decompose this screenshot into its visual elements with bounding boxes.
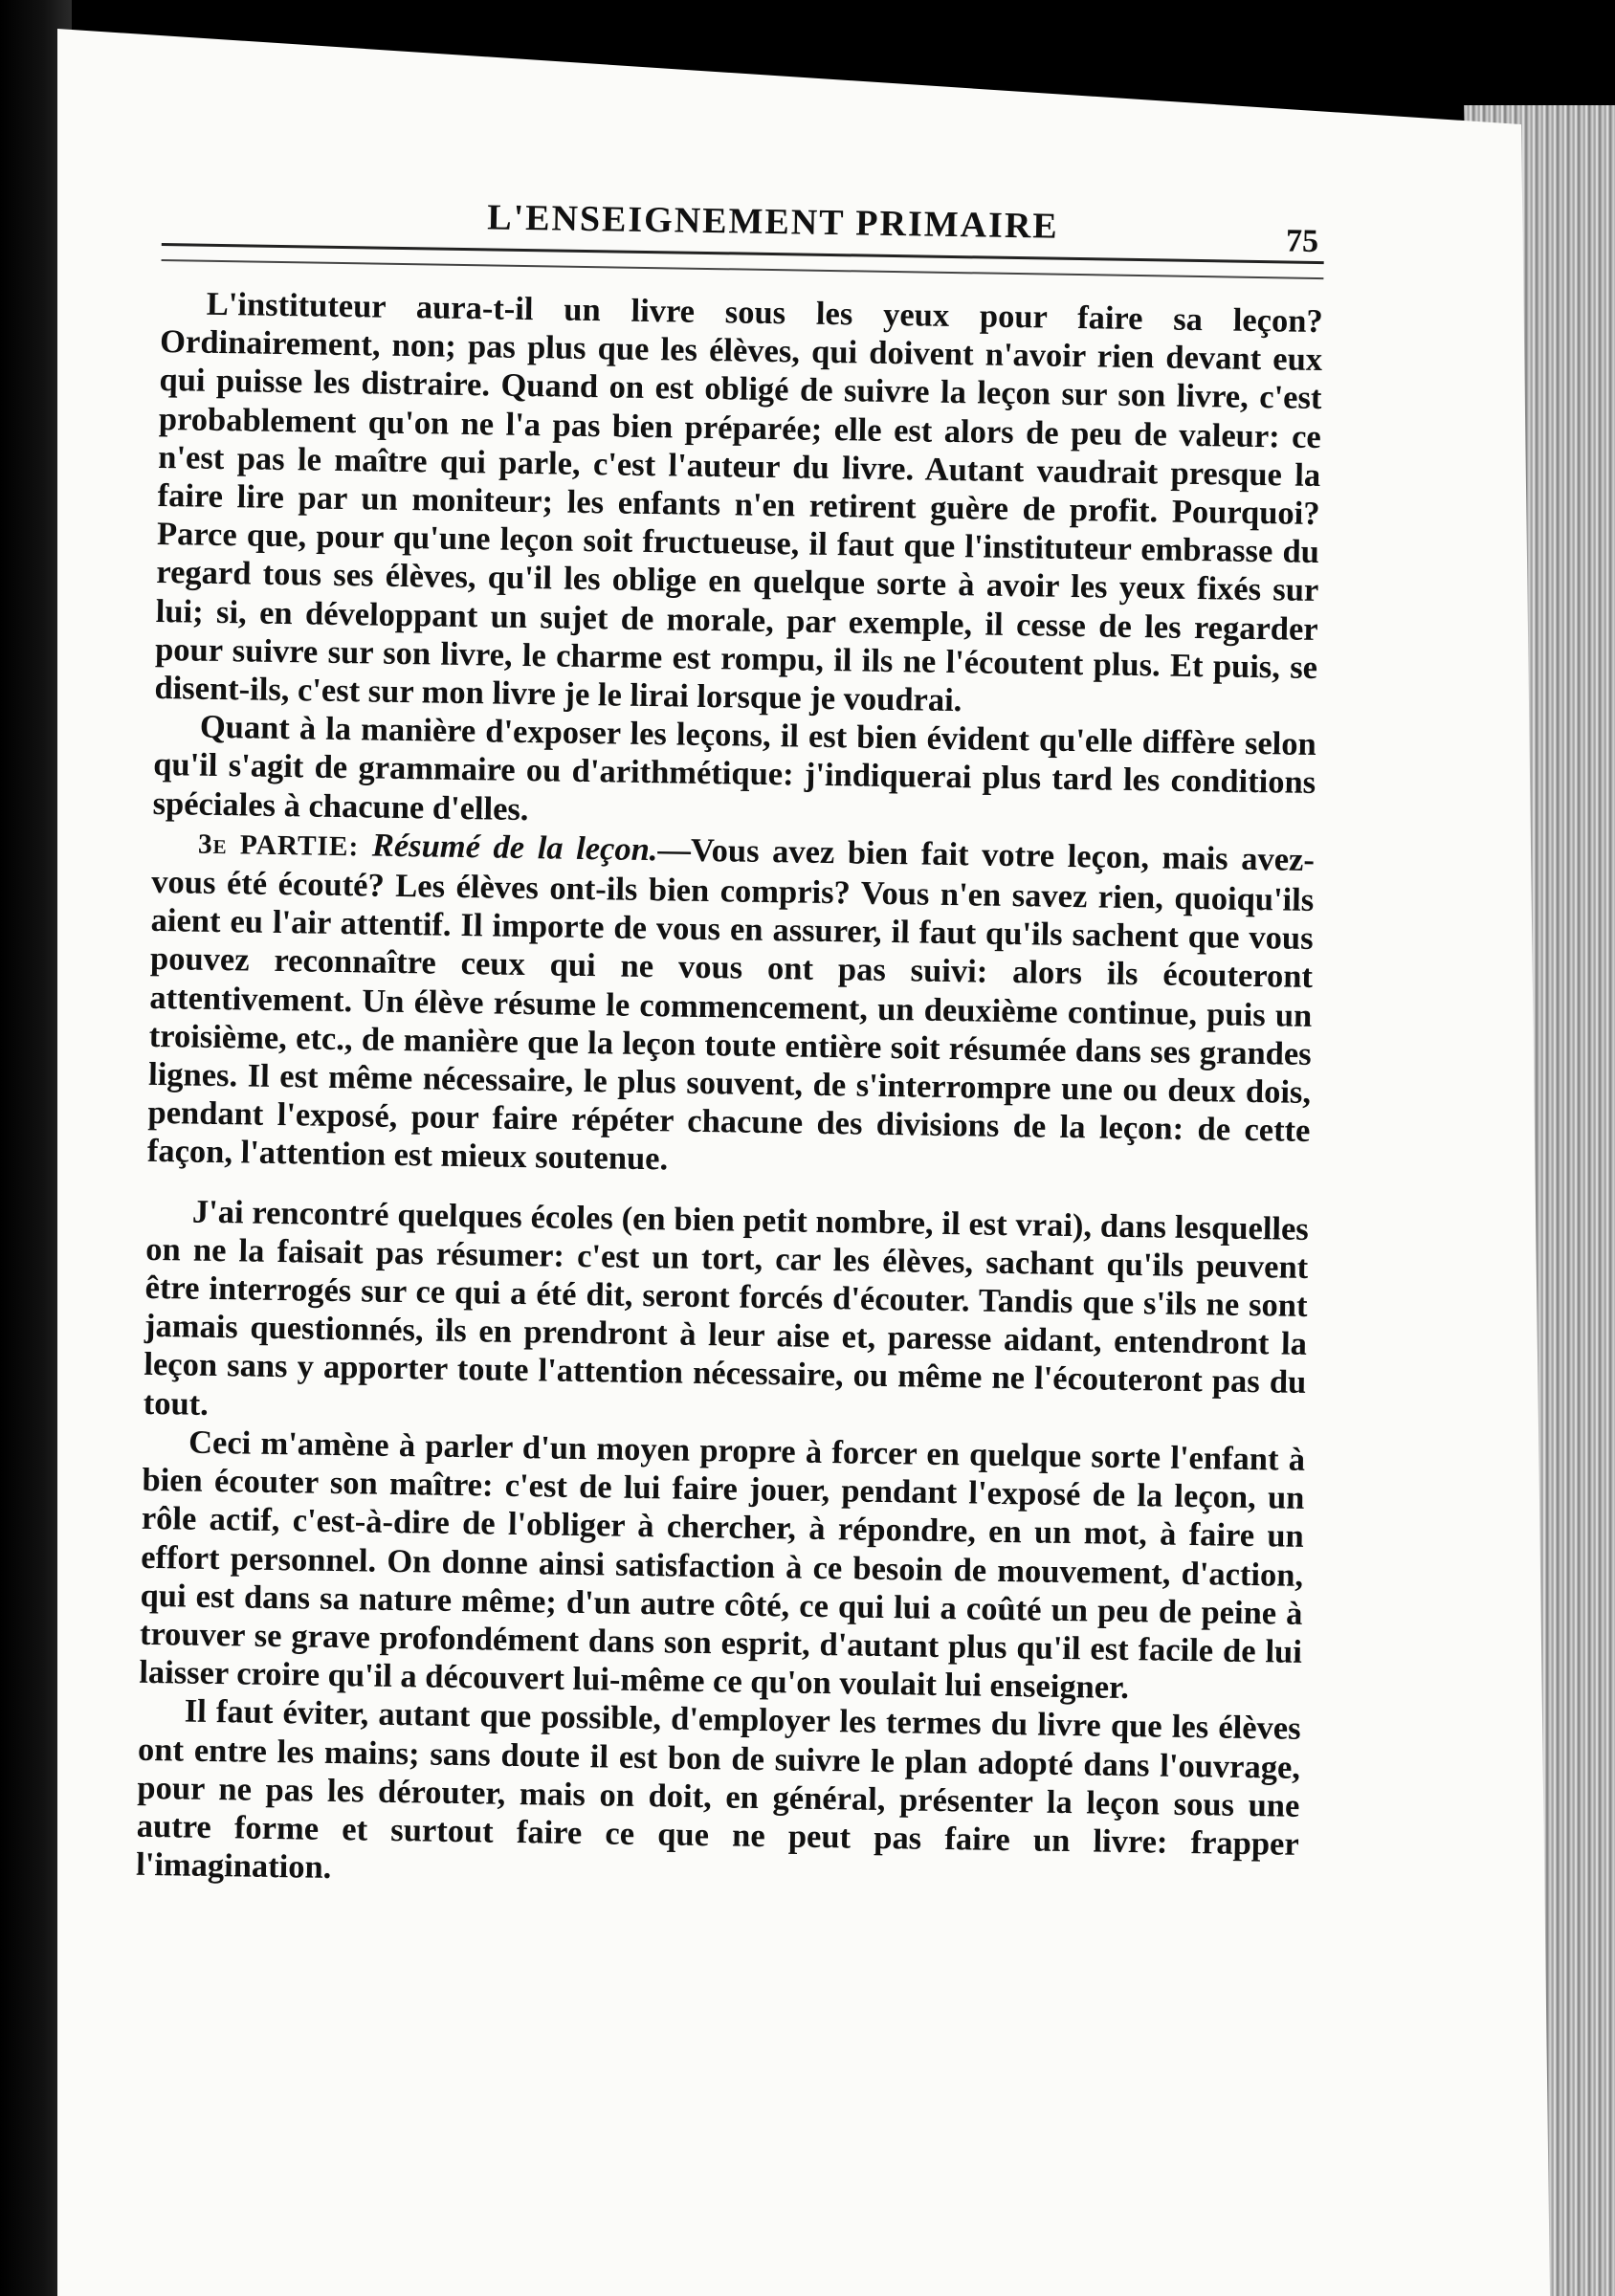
body-text [136,284,1323,1902]
paragraph-1 [154,284,1323,725]
running-title: L'ENSEIGNEMENT PRIMAIRE [486,197,1060,247]
paragraph-text: J'ai rencontré quelques écoles (en bien petit nombre, il est vrai), dans lesquelles on ne la faisait pas résumer: c'est un tort, car les élèves, sachant qu'ils peuvent être interrogés sur ce qui a été dit, seront forcés d'écouter. Tandis que s'ils ne sont jamais questionnés, ils en prendront à leur aise et, paresse aidant, entendront la leçon sans y apporter toute l'attention nécessaire, ou même ne l'écouteront pas du tout. [143,1193,1310,1423]
page-number: 75 [1285,223,1319,259]
section-label: 3e PARTIE: [197,828,360,863]
paragraph-text: —Vous avez bien fait votre leçon, mais avez-vous été écouté? Les élèves ont-ils bien compris? Vous n'en savez rien, quoiqu'ils aient eu l'air attentif. Il importe de vous en assurer, il faut qu'ils sachent que vous pouvez reconnaître ceux qui ne vous ont pas suivi: alors ils écouteront attentivement. Un élève résume le commencement, un deuxième continue, puis un troisième, etc., de manière que la leçon toute entière soit résumée dans ses grandes lignes. Il est même nécessaire, le plus souvent, de s'interrompre une ou deux dois, pendant l'exposé, pour faire répéter chacune des divisions de la leçon: de cette façon, l'attention est mieux soutenue. [146,831,1316,1178]
paragraph-6 [136,1691,1301,1902]
page-content [136,172,1325,1902]
paragraph-text: L'instituteur aura-t-il un livre sous les yeux pour faire sa leçon? Ordinairement, non; pas plus que les élèves, qui doivent n'avoir rien devant eux qui puisse les distraire. Quand on est obligé de suivre la leçon sur son livre, c'est probablement qu'on ne l'a pas bien préparée; elle est alors de peu de valeur: ce n'est pas le maître qui parle, c'est l'auteur du livre. Autant vaudrait presque la faire lire par un moniteur; les enfants n'en retirent guère de profit. Pourquoi? Parce que, pour qu'une leçon soit fructueuse, il faut que l'instituteur embrasse du regard tous ses élèves, qu'il les oblige en quelque sorte à avoir les yeux fixés sur lui; si, en développant un sujet de morale, par exemple, il cesse de les regarder pour suivre sur son livre, le charme est rompu, il ils ne l'écoutent plus. Et puis, se disent-ils, c'est sur mon livre je le lirai lorsque je voudrai. [154,285,1323,719]
paragraph-4 [143,1192,1309,1441]
paragraph-text: Quant à la manière d'exposer les leçons, il est bien évident qu'elle diffère selon qu'il s'agit de grammaire ou d'arithmétique: j'indiquerai plus tard les conditions spéciales à chacune d'elles. [152,708,1317,828]
paragraph-text: Il faut éviter, autant que possible, d'employer les termes du livre que les élèves ont entre les mains; sans doute il est bon de suivre le plan adopté dans l'ouvrage, pour ne pas les dérouter, mais on doit, en général, présenter la leçon sous une autre forme et surtout faire ce que ne peut pas faire un livre: frapper l'imagination. [135,1692,1301,1887]
paragraph-5 [139,1423,1305,1710]
paragraph-text: Ceci m'amène à parler d'un moyen propre à forcer en quelque sorte l'enfant à bien écouter son maître: c'est de lui faire jouer, pendant l'exposé de la leçon, un rôle actif, c'est-à-dire de l'obliger à chercher, à répondre, en un mot, à faire un effort personnel. On donne ainsi satisfaction à ce besoin de mouvement, d'action, qui est dans sa nature même; d'un autre côté, ce qui lui a coûté un peu de peine à trouver se grave profondément dans son esprit, d'autant plus qu'il est facile de lui laisser croire qu'il a découvert lui-même ce qu'on voulait lui enseigner. [139,1424,1306,1707]
section-title: Résumé de la leçon. [371,827,658,869]
paragraph-2 [152,707,1316,841]
paragraph-3 [147,823,1316,1189]
